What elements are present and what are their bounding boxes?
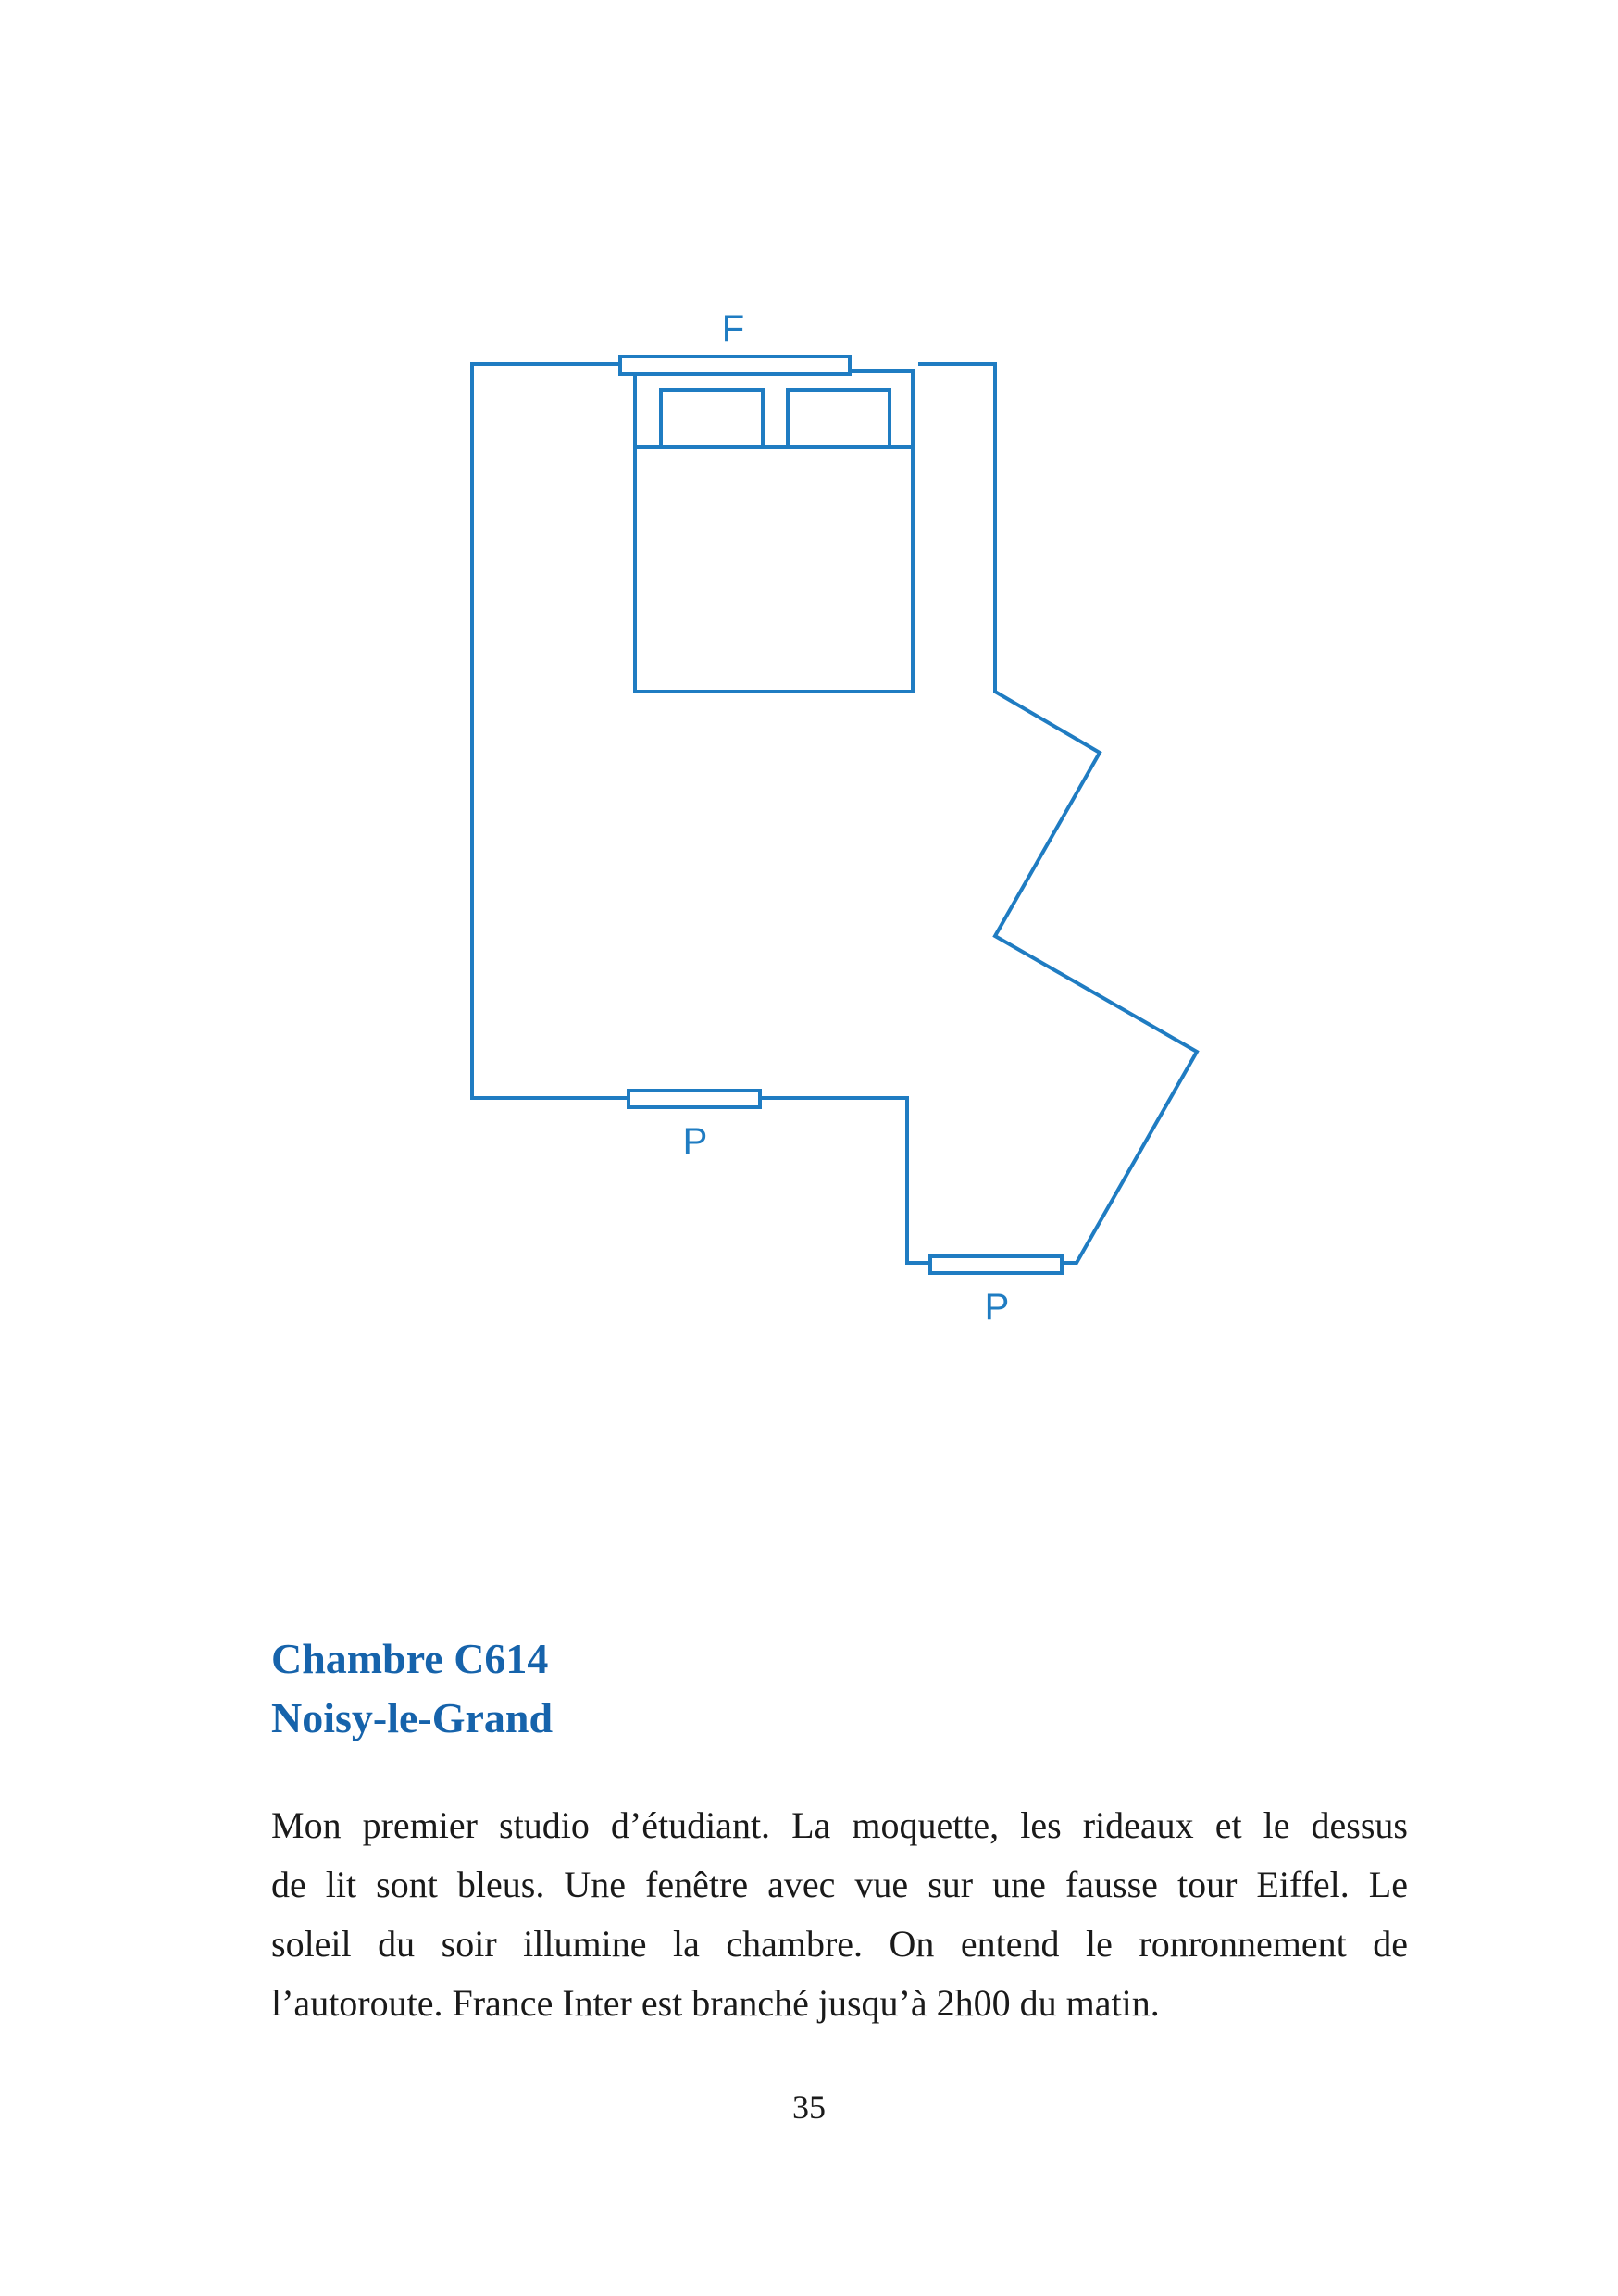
paragraph-line-1: Mon premier studio d’étudiant. La moquette, les rideaux et le dessus	[271, 1804, 1408, 1846]
paragraph-line-4: l’autoroute. France Inter est branché jusqu’à 2h00 du matin.	[271, 1982, 1160, 2024]
room-heading	[271, 1629, 553, 1748]
description-paragraph	[271, 1796, 1408, 2033]
pillow-left	[661, 390, 763, 447]
window-opening	[620, 356, 850, 374]
heading-location: Noisy-le-Grand	[271, 1694, 554, 1741]
bed-frame	[635, 371, 913, 692]
window-label: F	[721, 308, 745, 349]
paragraph-line-2: de lit sont bleus. Une fenêtre avec vue sur une fausse tour Eiffel. Le	[271, 1864, 1408, 1905]
room-outline	[472, 364, 1197, 1263]
door-opening-2	[930, 1256, 1062, 1273]
door-label-1: P	[682, 1121, 708, 1162]
paragraph-line-3: soleil du soir illumine la chambre. On entend le ronronnement de	[271, 1923, 1408, 1965]
page-number: 35	[792, 2089, 826, 2126]
heading-room-number: Chambre C614	[271, 1635, 549, 1682]
door-label-2: P	[984, 1287, 1010, 1328]
pillow-right	[788, 390, 890, 447]
door-opening-1	[629, 1091, 760, 1107]
